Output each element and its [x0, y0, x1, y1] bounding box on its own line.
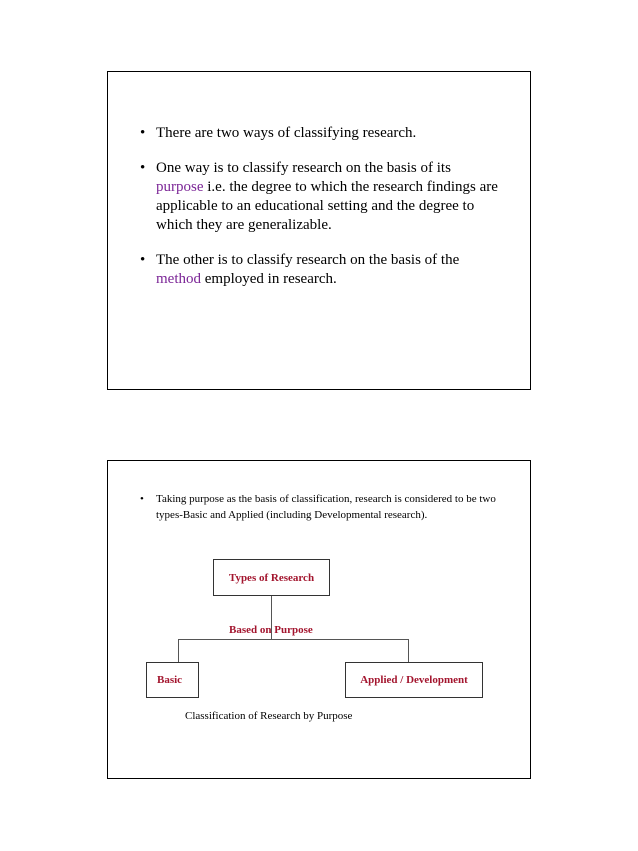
edge-label: Based on Purpose	[229, 624, 313, 636]
bullet-list	[138, 124, 500, 305]
slide-classifying-research	[107, 71, 531, 390]
connector-line	[408, 639, 409, 662]
highlight-purpose: purpose	[156, 179, 204, 195]
bullet-text: There are two ways of classifying research.	[156, 125, 417, 141]
diagram-basic-box: Basic	[146, 662, 199, 698]
bullet-text-post: employed in research.	[201, 271, 337, 287]
bullet-item	[138, 491, 500, 523]
bullet-text: Taking purpose as the basis of classification, research is considered to be two types-Basic and Applied (including Developmental research).	[156, 493, 496, 521]
diagram-root-box: Types of Research	[213, 559, 330, 596]
diagram-caption: Classification of Research by Purpose	[185, 710, 353, 722]
bullet-item	[138, 251, 500, 289]
bullet-icon: •	[140, 125, 146, 141]
bullet-icon: •	[140, 160, 146, 176]
bullet-list	[138, 491, 500, 523]
connector-line	[178, 639, 409, 640]
bullet-icon: •	[140, 252, 146, 268]
bullet-icon: •	[140, 493, 144, 505]
highlight-method: method	[156, 271, 201, 287]
bullet-item	[138, 124, 500, 143]
bullet-text-pre: One way is to classify research on the basis of its	[156, 160, 451, 176]
connector-line	[178, 639, 179, 662]
slide-research-by-purpose	[107, 460, 531, 779]
bullet-text-pre: The other is to classify research on the basis of the	[156, 252, 460, 268]
bullet-text-post: i.e. the degree to which the research findings are applicable to an educational setting and the degree to which they are generalizable.	[156, 179, 498, 233]
diagram-applied-box: Applied / Development	[345, 662, 483, 698]
bullet-item	[138, 159, 500, 235]
